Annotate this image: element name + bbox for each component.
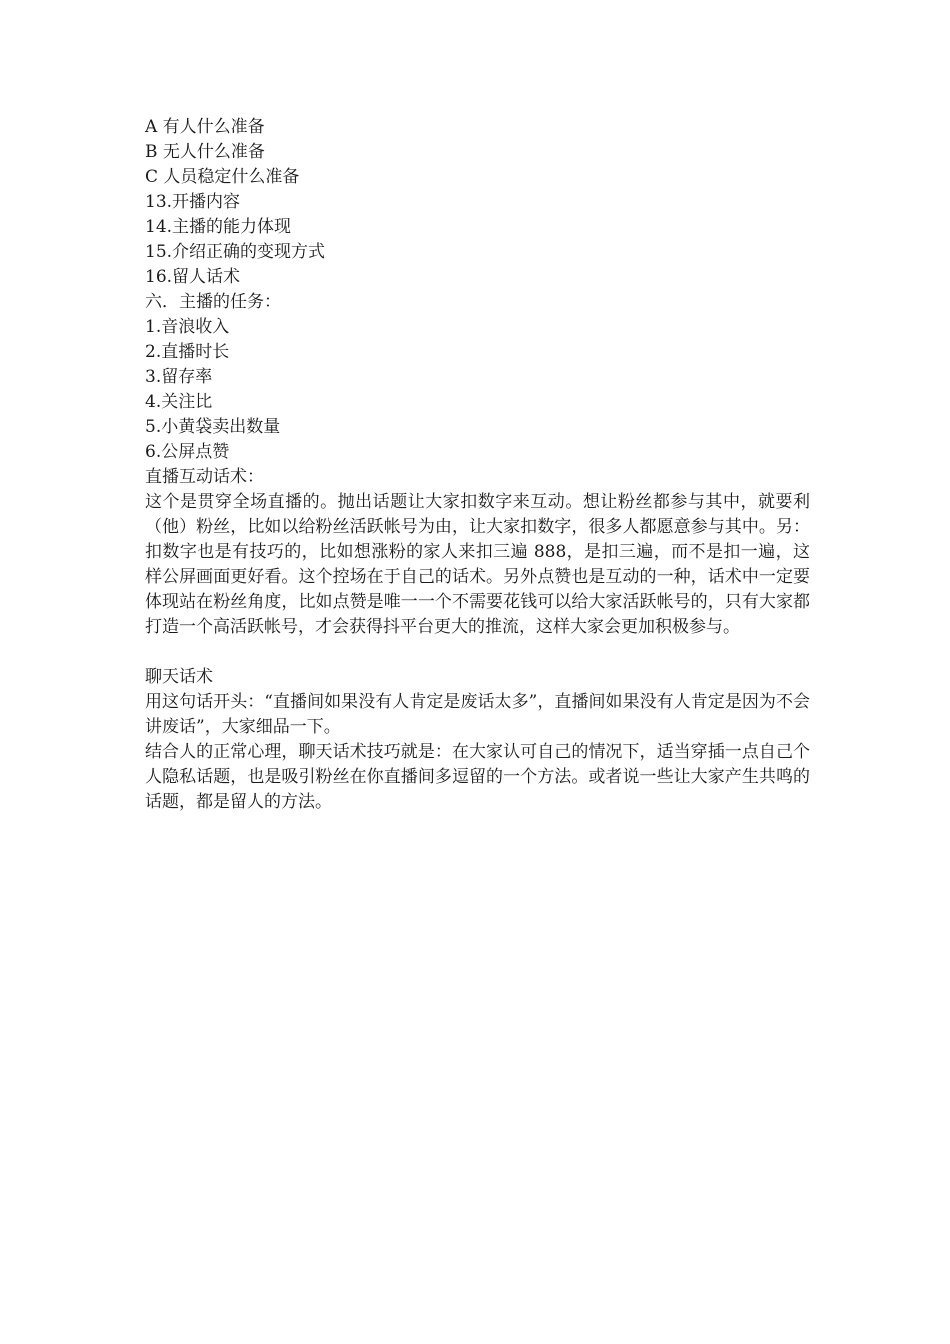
section-heading-tasks: 六．主播的任务： (145, 292, 281, 312)
list-item: 14.主播的能力体现 (145, 217, 292, 237)
document-body (145, 115, 810, 815)
paragraph-spacer (145, 640, 810, 665)
list-item: 16.留人话术 (145, 267, 241, 287)
list-item: B 无人什么准备 (145, 142, 265, 162)
task-item: 6.公屏点赞 (145, 442, 230, 462)
chat-paragraph-1: 用这句话开头：“直播间如果没有人肯定是废话太多”，直播间如果没有人肯定是因为不会讲废话”，大家细品一下。 (145, 692, 810, 737)
interaction-paragraph: 这个是贯穿全场直播的。抛出话题让大家扣数字来互动。想让粉丝都参与其中，就要利（他）粉丝，比如以给粉丝活跃帐号为由，让大家扣数字，很多人都愿意参与其中。另：扣数字也是有技巧的，比如想涨粉的家人来扣三遍 888，是扣三遍，而不是扣一遍，这样公屏画面更好看。这个控场在于自己的话术。另外点赞也是互动的一种，话术中一定要体现站在粉丝角度，比如点赞是唯一一个不需要花钱可以给大家活跃帐号的，只有大家都打造一个高活跃帐号，才会获得抖平台更大的推流，这样大家会更加积极参与。 (145, 492, 810, 637)
list-item: 15.介绍正确的变现方式 (145, 242, 326, 262)
list-item: A 有人什么准备 (145, 117, 265, 137)
list-item: C 人员稳定什么准备 (145, 167, 300, 187)
section-heading-interaction: 直播互动话术： (145, 467, 264, 487)
section-heading-chat: 聊天话术 (145, 667, 213, 687)
task-item: 5.小黄袋卖出数量 (145, 417, 281, 437)
task-item: 3.留存率 (145, 367, 213, 387)
task-item: 4.关注比 (145, 392, 213, 412)
task-item: 1.音浪收入 (145, 317, 230, 337)
task-item: 2.直播时长 (145, 342, 230, 362)
list-item: 13.开播内容 (145, 192, 241, 212)
chat-paragraph-2: 结合人的正常心理，聊天话术技巧就是：在大家认可自己的情况下，适当穿插一点自己个人隐私话题，也是吸引粉丝在你直播间多逗留的一个方法。或者说一些让大家产生共鸣的话题，都是留人的方法。 (145, 742, 810, 812)
